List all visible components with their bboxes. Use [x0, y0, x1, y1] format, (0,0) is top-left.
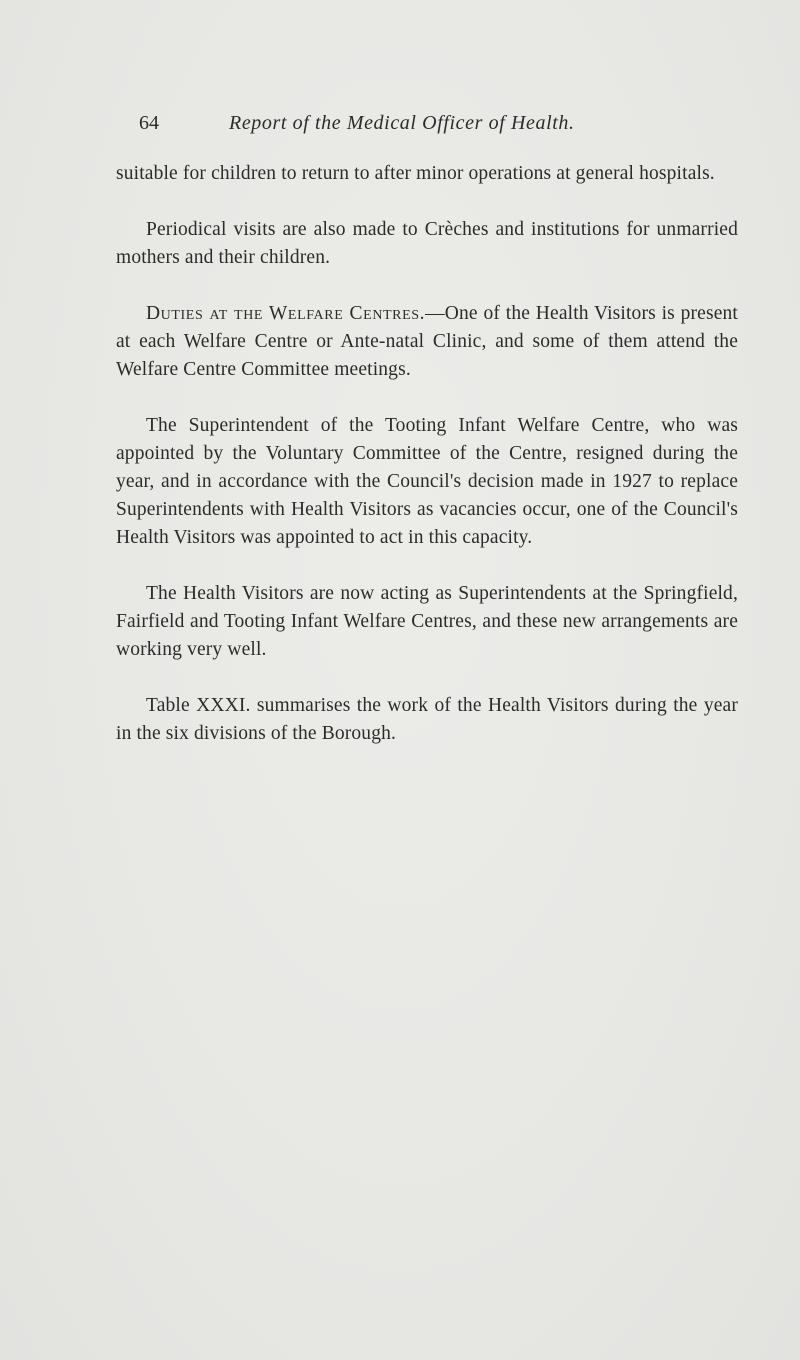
paragraph-creches: Periodical visits are also made to Crèches and institutions for unmarried mothers and their children. — [116, 219, 738, 268]
paragraph-arrangements: The Health Visitors are now acting as Superintendents at the Springfield, Fairfield and Tooting Infant Welfare Centres, and these new arrangements are working very well. — [116, 583, 738, 660]
body-text — [116, 160, 738, 776]
paragraph-continuation: suitable for children to return to after minor operations at general hospitals. — [116, 163, 715, 184]
running-title: Report of the Medical Officer of Health. — [229, 112, 575, 134]
paragraph-superintendent: The Superintendent of the Tooting Infant Welfare Centre, who was appointed by the Voluntary Committee of the Centre, resigned during the year, and in accordance with the Council's decision made in 1927 to replace Superintendents with Health Visitors as vacancies occur, one of the Council's Health Visitors was appointed to act in this capacity. — [116, 415, 738, 548]
section-heading-duties: Duties at the Welfare Centres. — [146, 303, 426, 324]
paragraph-table-reference: Table XXXI. summarises the work of the Health Visitors during the year in the six divisions of the Borough. — [116, 695, 738, 744]
paragraph-duties — [116, 300, 738, 384]
paragraph-duties-text: —One of the Health Visitors is present at each Welfare Centre or Ante-natal Clinic, and some of them attend the Welfare Centre Committee meetings. — [116, 303, 739, 380]
page-header — [139, 112, 659, 142]
page-number: 64 — [139, 112, 159, 134]
